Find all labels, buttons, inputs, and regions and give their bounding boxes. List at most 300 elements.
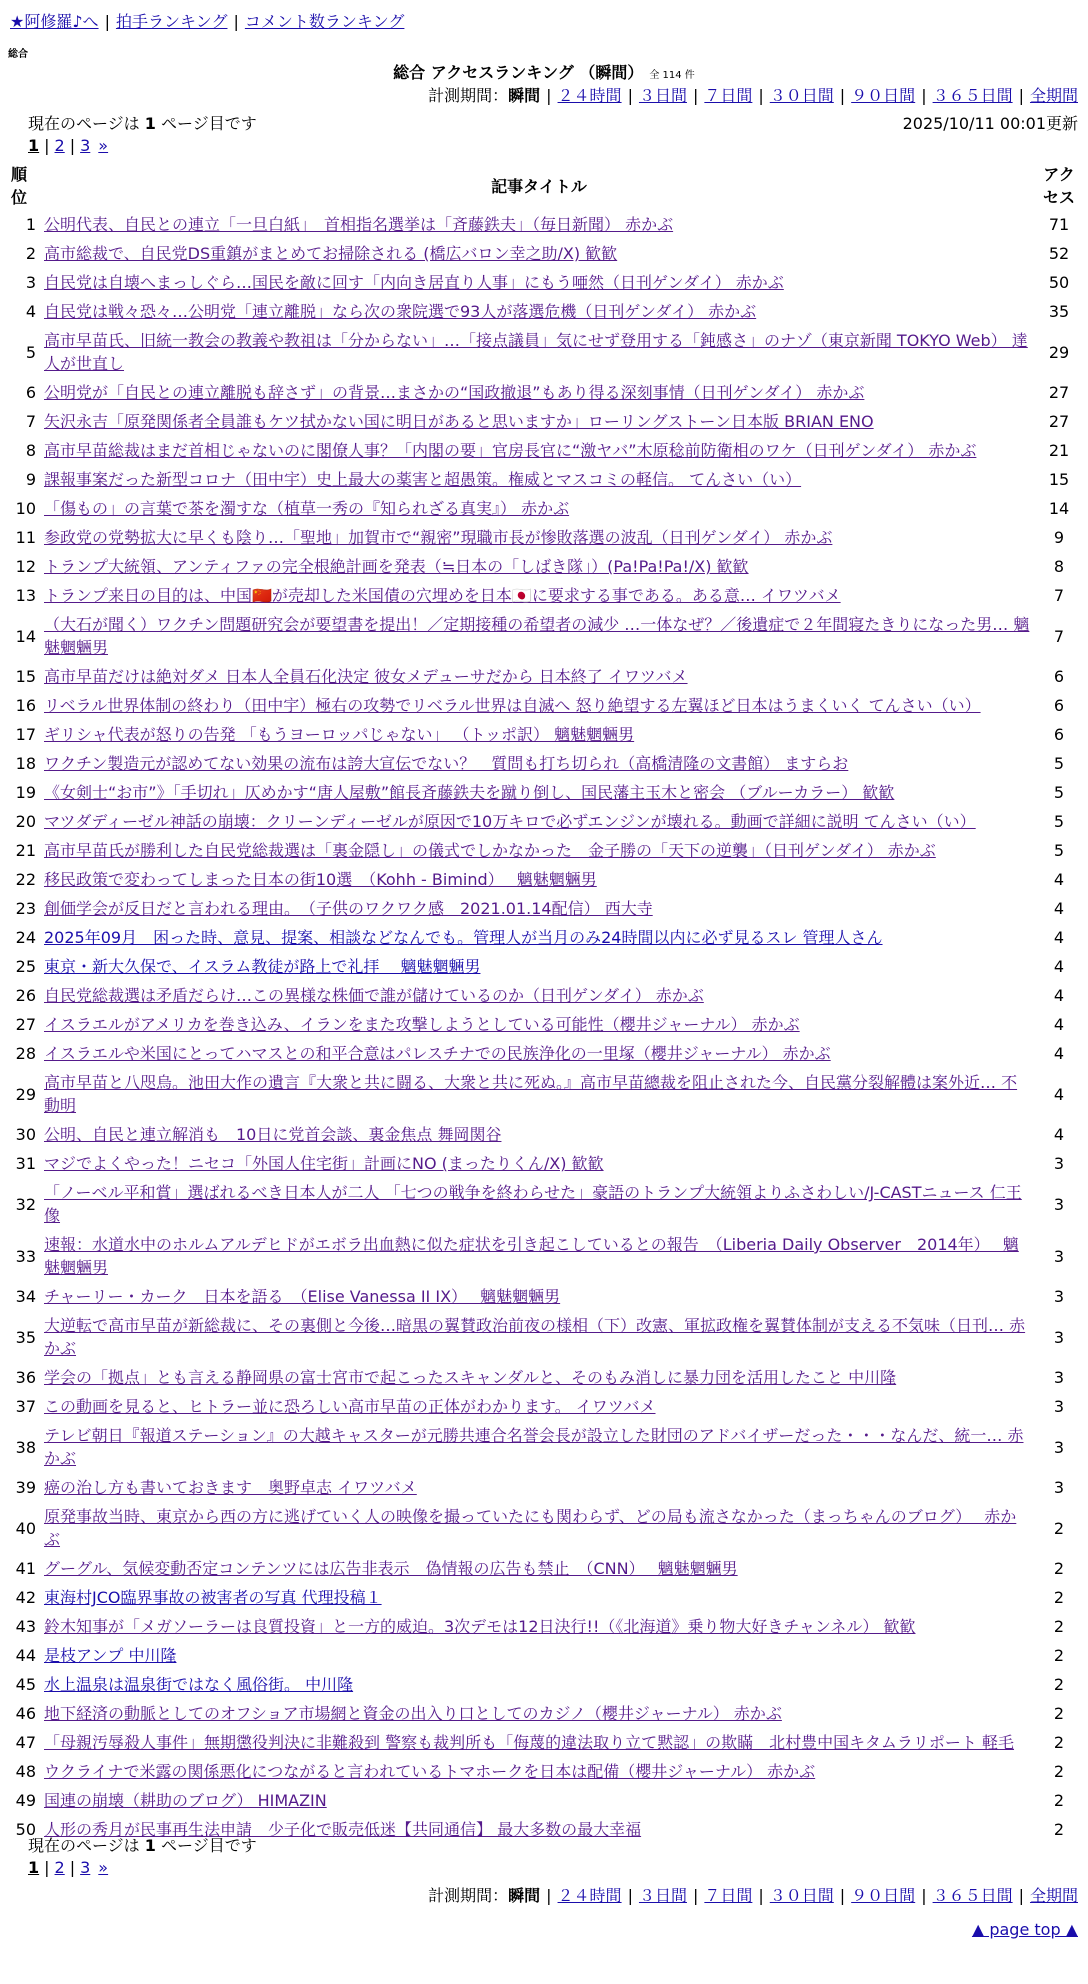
article-link[interactable]: 公明党が「自民との連立離脱も辞さず」の背景…まさかの“国政撤退”もあり得る深刻事情（日刊ゲンダイ） 赤かぶ: [44, 383, 865, 402]
rank-cell: 44: [15, 1646, 36, 1665]
table-row: [10, 1728, 1080, 1757]
access-count-cell: 35: [1048, 302, 1070, 321]
period-separator: |: [692, 1886, 699, 1905]
title-cell: [40, 378, 1038, 407]
access-count-cell: 15: [1048, 470, 1070, 489]
rank-cell: 9: [25, 470, 36, 489]
access-count-cell: 4: [1053, 928, 1065, 947]
title-cell: [40, 894, 1038, 923]
page-info-suffix: ページ目です: [155, 1836, 257, 1855]
rank-cell: 10: [15, 499, 36, 518]
article-link[interactable]: 矢沢永吉「原発関係者全員誰もケツ拭かない国に明日があると思いますか」ローリングストーン日本版 BRIAN ENO: [44, 412, 874, 431]
title-cell: [40, 952, 1038, 981]
title-cell: [40, 465, 1038, 494]
table-row: [10, 523, 1080, 552]
access-count-cell: 6: [1053, 725, 1065, 744]
table-row: [10, 1699, 1080, 1728]
title-cell: [40, 210, 1038, 239]
article-link[interactable]: 高市早苗だけは絶対ダメ 日本人全員石化決定 彼女メデューサだから 日本終了 イワツバメ: [44, 667, 688, 686]
table-row: [10, 836, 1080, 865]
period-separator: |: [627, 86, 633, 105]
rank-cell: 22: [15, 870, 36, 889]
title-cell: [40, 1178, 1038, 1230]
access-count-cell: 50: [1048, 273, 1070, 292]
access-count-cell: 4: [1053, 899, 1065, 918]
period-link[interactable]: ２４時間: [557, 1886, 622, 1905]
rank-cell: 47: [15, 1733, 36, 1752]
top-nav: [10, 10, 404, 34]
access-count-cell: 52: [1048, 244, 1070, 263]
access-count-cell: 3: [1053, 1437, 1065, 1457]
title-cell: [40, 1230, 1038, 1282]
article-link[interactable]: 地下経済の動脈としてのオフショア市場網と資金の出入り口としてのカジノ（櫻井ジャーナル） 赤かぶ: [44, 1704, 782, 1723]
rank-cell: 29: [15, 1084, 36, 1104]
title-cell: [40, 494, 1038, 523]
article-link[interactable]: トランプ来日の目的は、中国🇨🇳が売却した米国債の穴埋めを日本🇯🇵に要求する事である。ある意… イワツバメ: [44, 586, 841, 605]
page-info-prefix: 現在のページは: [28, 114, 145, 133]
pager-bottom: [28, 1857, 108, 1879]
table-row: [10, 923, 1080, 952]
page-top-wrap: [972, 1920, 1078, 1939]
article-link[interactable]: マジでよくやった！ニセコ「外国人住宅街」計画にNO (まったりくん/X) 歓歓: [44, 1154, 604, 1173]
access-count-cell: 5: [1053, 754, 1065, 773]
article-link[interactable]: リベラル世界体制の終わり（田中宇）極右の攻勢でリベラル世界は自滅へ 怒り絶望する左翼ほど日本はうまくいく てんさい（い）: [44, 696, 981, 715]
article-link[interactable]: イスラエルや米国にとってハマスとの和平合意はパレスチナでの民族浄化の一里塚（櫻井ジャーナル） 赤かぶ: [44, 1044, 831, 1063]
title-cell: [40, 1670, 1038, 1699]
article-link[interactable]: 《女剣士“お市”》「手切れ」仄めかす“唐人屋敷”館長斉藤鉄夫を蹴り倒し、国民藩主玉木と密会 （ブルーカラー） 歓歓: [44, 783, 895, 802]
access-count-cell: 2: [1053, 1646, 1065, 1665]
table-row: [10, 1612, 1080, 1641]
title-cell: [40, 1039, 1038, 1068]
access-count-cell: 4: [1053, 986, 1065, 1005]
article-link[interactable]: ワクチン製造元が認めてない効果の流布は誇大宣伝でない？ 質問も打ち切られ（高橋清隆の文書館） ますらお: [44, 754, 849, 773]
table-row: [10, 494, 1080, 523]
table-row: [10, 1120, 1080, 1149]
rank-cell: 23: [15, 899, 36, 918]
rank-cell: 21: [15, 841, 36, 860]
pager-separator: |: [69, 1858, 76, 1877]
rank-cell: 32: [15, 1194, 36, 1214]
article-link[interactable]: 創価学会が反日だと言われる理由。 （子供のワクワク感 2021.01.14配信） 西大寺: [44, 899, 653, 918]
period-link[interactable]: ３日間: [638, 1886, 687, 1905]
table-row: [10, 1010, 1080, 1039]
article-link[interactable]: 高市早苗氏が勝利した自民党総裁選は「裏金隠し」の儀式でしかなかった 金子勝の「天下の逆襲」（日刊ゲンダイ） 赤かぶ: [44, 841, 936, 860]
article-link[interactable]: トランプ大統領、アンティファの完全根絶計画を発表（≒日本の「しばき隊」）(Pa!Pa!Pa!/X) 歓歓: [44, 557, 749, 576]
table-row: [10, 865, 1080, 894]
access-count-cell: 2: [1053, 1704, 1065, 1723]
page-top-link[interactable]: ▲ page top ▲: [971, 1920, 1078, 1939]
rank-cell: 16: [15, 696, 36, 715]
table-row: [10, 297, 1080, 326]
table-row: [10, 1786, 1080, 1815]
article-link[interactable]: 課報事案だった新型コロナ（田中宇）史上最大の薬害と超愚策。権威とマスコミの軽信。 てんさい（い）: [44, 470, 802, 489]
rank-cell: 15: [15, 667, 36, 686]
table-row: [10, 981, 1080, 1010]
access-count-cell: 2: [1053, 1820, 1065, 1839]
title-cell: [40, 662, 1038, 691]
table-row: [10, 1392, 1080, 1421]
pager-link[interactable]: 2: [54, 1858, 65, 1877]
access-count-cell: 27: [1048, 412, 1070, 431]
article-link[interactable]: 参政党の党勢拡大に早くも陰り…「聖地」加賀市で“親密”現職市長が惨敗落選の波乱（日刊ゲンダイ） 赤かぶ: [44, 528, 833, 547]
period-label: 計測期間：: [428, 1886, 509, 1905]
access-count-cell: 5: [1053, 812, 1065, 831]
period-current: 瞬間: [508, 86, 541, 105]
period-separator: |: [1018, 86, 1024, 105]
rank-cell: 45: [15, 1675, 36, 1694]
table-row: [10, 210, 1080, 239]
title-cell: [40, 407, 1038, 436]
table-row: [10, 552, 1080, 581]
rank-cell: 30: [15, 1125, 36, 1144]
article-link[interactable]: 国連の崩壊（耕助のブログ） HIMAZIN: [44, 1791, 327, 1810]
rank-cell: 20: [15, 812, 36, 831]
title-cell: [40, 239, 1038, 268]
table-row: [10, 407, 1080, 436]
table-row: [10, 1282, 1080, 1311]
title-cell: [40, 807, 1038, 836]
period-separator: |: [839, 86, 846, 105]
rank-cell: 26: [15, 986, 36, 1005]
pager-next[interactable]: »: [98, 1858, 109, 1877]
rank-cell: 7: [25, 412, 36, 431]
period-link[interactable]: 全期間: [1029, 1886, 1078, 1905]
access-count-cell: 4: [1053, 1015, 1065, 1034]
page-info-number: 1: [144, 114, 156, 133]
table-row: [10, 1583, 1080, 1612]
period-link[interactable]: ７日間: [704, 1886, 753, 1905]
category-label: 総合: [8, 49, 28, 60]
article-link[interactable]: 高市総裁で、自民党DS重鎮がまとめてお掃除される (橋広バロン幸之助/X) 歓歓: [44, 244, 618, 263]
table-row: [10, 778, 1080, 807]
pager-separator: |: [44, 136, 50, 155]
table-row: [10, 1554, 1080, 1583]
rank-cell: 49: [15, 1791, 36, 1810]
article-link[interactable]: 自民党は戦々恐々…公明党「連立離脱」なら次の衆院選で93人が落選危機（日刊ゲンダイ） 赤かぶ: [44, 302, 757, 321]
rank-cell: 42: [15, 1588, 36, 1607]
rank-cell: 19: [15, 783, 36, 802]
period-separator: |: [758, 1886, 764, 1905]
article-link[interactable]: 「ノーベル平和賞」選ばれるべき日本人が二人 「七つの戦争を終わらせた」豪語のトランプ大統領よりふさわしい/J-CASTニュース 仁王像: [44, 1183, 1022, 1225]
rank-cell: 48: [15, 1762, 36, 1781]
title-cell: [40, 1502, 1038, 1554]
table-row: [10, 1421, 1080, 1473]
title-cell: [40, 720, 1038, 749]
access-count-cell: 27: [1048, 383, 1070, 402]
article-link[interactable]: 大逆転で高市早苗が新総裁に、その裏側と今後…暗黒の翼賛政治前夜の様相（下）改憲、軍拡政権を翼賛体制が支える不気味（日刊… 赤かぶ: [44, 1316, 1026, 1358]
article-link[interactable]: 「傷もの」の言葉で茶を濁すな（植草一秀の『知られざる真実』） 赤かぶ: [44, 499, 570, 518]
title-cell: [40, 1583, 1038, 1612]
article-link[interactable]: 高市早苗総裁はまだ首相じゃないのに閣僚人事？「内閣の要」官房長官に“激ヤバ”木原稔前防衛相のワケ（日刊ゲンダイ） 赤かぶ: [44, 441, 977, 460]
access-count-cell: 71: [1048, 215, 1070, 234]
table-row: [10, 1149, 1080, 1178]
applause-ranking-link[interactable]: 拍手ランキング: [115, 12, 228, 31]
period-link[interactable]: 全期間: [1029, 86, 1078, 105]
title-cell: [40, 1554, 1038, 1583]
rank-cell: 35: [15, 1327, 36, 1347]
access-count-cell: 2: [1053, 1675, 1065, 1694]
article-link[interactable]: 公明代表、自民との連立「一旦白紙」 首相指名選挙は「斉藤鉄夫」（毎日新聞） 赤かぶ: [44, 215, 674, 234]
table-row: [10, 268, 1080, 297]
period-link[interactable]: ３６５日間: [932, 86, 1013, 105]
article-link[interactable]: 癌の治し方も書いておきます 奥野卓志 イワツバメ: [44, 1478, 417, 1497]
access-count-cell: 2: [1053, 1588, 1065, 1607]
access-count-cell: 2: [1053, 1791, 1065, 1810]
rank-cell: 24: [15, 928, 36, 947]
title-cell: [40, 1757, 1038, 1786]
title-cell: [40, 865, 1038, 894]
rank-cell: 3: [25, 273, 36, 292]
article-link[interactable]: 自民党総裁選は矛盾だらけ…この異様な株価で誰が儲けているのか（日刊ゲンダイ） 赤かぶ: [44, 986, 704, 1005]
title-cell: [40, 552, 1038, 581]
access-count-cell: 2: [1053, 1733, 1065, 1752]
access-count-cell: 4: [1053, 1084, 1065, 1104]
title-cell: [40, 1363, 1038, 1392]
pager-next[interactable]: »: [98, 136, 109, 155]
article-link[interactable]: 東京・新大久保で、イスラム教徒が路上で礼拝 魑魅魍魎男: [44, 957, 481, 976]
article-link[interactable]: 学会の「拠点」とも言える静岡県の富士宮市で起こったスキャンダルと、そのもみ消しに暴力団を活用したこと 中川隆: [44, 1368, 897, 1387]
article-link[interactable]: マツダディーゼル神話の崩壊：クリーンディーゼルが原因で10万キロで必ずエンジンが壊れる。動画で詳細に説明 てんさい（い）: [44, 812, 976, 831]
title-cell: [40, 1612, 1038, 1641]
article-link[interactable]: 高市早苗と八咫烏。池田大作の遺言『大衆と共に闘る、大衆と共に死ぬ。』高市早苗總裁を阻止された今、自民黨分裂解體は案外近… 不動明: [44, 1073, 1018, 1115]
article-link[interactable]: テレビ朝日『報道ステーション』の大越キャスターが元勝共連合名誉会長が設立した財団のアドバイザーだった・・・なんだ、統一… 赤かぶ: [44, 1426, 1024, 1468]
table-row: [10, 1039, 1080, 1068]
rank-cell: 39: [15, 1478, 36, 1497]
title-cell: [40, 1149, 1038, 1178]
table-row: [10, 807, 1080, 836]
period-link[interactable]: ３０日間: [769, 1886, 834, 1905]
period-selector-top: [428, 85, 1078, 107]
article-link[interactable]: 速報：水道水中のホルムアルデヒドがエボラ出血熱に似た症状を引き起こしているとの報告 （Liberia Daily Observer 2014年） 魑魅魍魎男: [44, 1235, 1019, 1277]
period-separator: |: [839, 1886, 846, 1905]
rank-cell: 46: [15, 1704, 36, 1723]
access-header: アクセス: [1043, 165, 1076, 207]
period-selector-bottom: [428, 1885, 1078, 1907]
table-row: [10, 610, 1080, 662]
article-link[interactable]: 水上温泉は温泉街ではなく風俗街。 中川隆: [44, 1675, 354, 1694]
period-link[interactable]: ９０日間: [851, 1886, 916, 1905]
table-row: [10, 326, 1080, 378]
access-count-cell: 4: [1053, 957, 1065, 976]
title-cell: [40, 268, 1038, 297]
rank-cell: 50: [15, 1820, 36, 1839]
article-link[interactable]: グーグル、気候変動否定コンテンツには広告非表示 偽情報の広告も禁止 （CNN） 魑魅魍魎男: [44, 1559, 738, 1578]
period-current: 瞬間: [508, 1886, 541, 1905]
current-page-info-bottom: [28, 1835, 257, 1857]
pager-link[interactable]: 3: [80, 136, 91, 155]
access-count-cell: 2: [1053, 1559, 1065, 1578]
rank-cell: 4: [25, 302, 36, 321]
title-cell: [40, 778, 1038, 807]
title-cell: [40, 581, 1038, 610]
rank-cell: 14: [15, 626, 36, 646]
article-link[interactable]: 東海村JCO臨界事故の被害者の写真 代理投稿１: [44, 1588, 382, 1607]
article-link[interactable]: 「母親汚辱殺人事件」無期懲役判決に非難殺到 警察も裁判所も「侮蔑的違法取り立て黙認」の欺瞞 北村豊中国キタムラリポート 軽毛: [44, 1733, 1015, 1752]
table-row: [10, 581, 1080, 610]
rank-cell: 31: [15, 1154, 36, 1173]
period-separator: |: [1018, 1886, 1024, 1905]
period-separator: |: [758, 86, 764, 105]
title-cell: [40, 326, 1038, 378]
title-cell: [40, 836, 1038, 865]
title-cell: [40, 1010, 1038, 1039]
access-count-cell: 7: [1053, 586, 1065, 605]
table-row: [10, 1363, 1080, 1392]
access-count-cell: 6: [1053, 696, 1065, 715]
access-count-cell: 2: [1053, 1518, 1065, 1538]
pager-separator: |: [69, 136, 76, 155]
access-count-cell: 5: [1053, 783, 1065, 802]
period-link[interactable]: ３日間: [638, 86, 687, 105]
title-cell: [40, 1392, 1038, 1421]
rank-cell: 5: [25, 342, 36, 362]
rank-cell: 41: [15, 1559, 36, 1578]
title-cell: [40, 1120, 1038, 1149]
title-cell: [40, 1068, 1038, 1120]
comment-ranking-link[interactable]: コメント数ランキング: [244, 12, 405, 31]
article-link[interactable]: ギリシャ代表が怒りの告発 「もうヨーロッパじゃない」 （トッポ訳） 魑魅魍魎男: [44, 725, 635, 744]
article-link[interactable]: 移民政策で変わってしまった日本の街10選 （Kohh - Bimind） 魑魅魍魎男: [44, 870, 597, 889]
article-link[interactable]: ウクライナで米露の関係悪化につながると言われているトマホークを日本は配備（櫻井ジャーナル） 赤かぶ: [44, 1762, 816, 1781]
pager-current: 1: [28, 1858, 40, 1877]
table-row: [10, 1178, 1080, 1230]
pager-top: [28, 135, 108, 157]
table-row: [10, 1757, 1080, 1786]
table-row: [10, 952, 1080, 981]
title-cell: [40, 523, 1038, 552]
current-page-info: [28, 113, 257, 135]
access-count-cell: 3: [1053, 1397, 1065, 1416]
period-link[interactable]: ３６５日間: [932, 1886, 1013, 1905]
period-link[interactable]: ３０日間: [769, 86, 834, 105]
rank-cell: 13: [15, 586, 36, 605]
rank-cell: 25: [15, 957, 36, 976]
title-cell: [40, 981, 1038, 1010]
title-cell: [40, 297, 1038, 326]
title-cell: [40, 691, 1038, 720]
access-count-cell: 29: [1048, 342, 1070, 362]
title-header: 記事タイトル: [491, 176, 587, 196]
rank-cell: 18: [15, 754, 36, 773]
rank-cell: 6: [25, 383, 36, 402]
period-separator: |: [921, 1886, 927, 1905]
access-count-cell: 6: [1053, 667, 1065, 686]
pager-link[interactable]: 2: [54, 136, 65, 155]
period-link[interactable]: ２４時間: [557, 86, 622, 105]
article-link[interactable]: 公明、自民と連立解消も 10日に党首会談、裏金焦点 舞岡関谷: [44, 1125, 502, 1144]
access-count-cell: 7: [1053, 626, 1065, 646]
period-link[interactable]: ７日間: [704, 86, 753, 105]
table-row: [10, 239, 1080, 268]
title-cell: [40, 1728, 1038, 1757]
table-row: [10, 378, 1080, 407]
back-to-asyura-link[interactable]: ★阿修羅♪へ: [10, 12, 99, 31]
table-row: [10, 691, 1080, 720]
table-row: [10, 720, 1080, 749]
access-count-cell: 8: [1053, 557, 1065, 576]
title-cell: [40, 1641, 1038, 1670]
access-count-cell: 4: [1053, 1044, 1065, 1063]
access-count-cell: 4: [1053, 1125, 1065, 1144]
article-link[interactable]: 2025年09月 困った時、意見、提案、相談などなんでも。管理人が当月のみ24時間以内に必ず見るスレ 管理人さん: [44, 928, 883, 947]
title-cell: [40, 1473, 1038, 1502]
rank-cell: 11: [15, 528, 36, 547]
ranking-table: [10, 162, 1080, 1844]
nav-separator: |: [104, 12, 110, 31]
updated-timestamp: 2025/10/11 00:01更新: [902, 114, 1078, 133]
title-cell: [40, 1421, 1038, 1473]
rank-cell: 33: [15, 1246, 36, 1266]
article-link[interactable]: チャーリー・カーク 日本を語る （Elise Vanessa II IX） 魑魅魍魎男: [44, 1287, 561, 1306]
rank-cell: 1: [25, 215, 36, 234]
page-info-prefix: 現在のページは: [28, 1836, 145, 1855]
ranking-title: 総合 アクセスランキング （瞬間）: [393, 63, 644, 82]
access-count-cell: 3: [1053, 1154, 1065, 1173]
article-link[interactable]: 原発事故当時、東京から西の方に逃げていく人の映像を撮っていたにも関わらず、どの局も流さなかった（まっちゃんのブログ） 赤かぶ: [44, 1507, 1017, 1549]
period-label: 計測期間：: [428, 86, 509, 105]
access-count-cell: 3: [1053, 1327, 1065, 1347]
table-row: [10, 436, 1080, 465]
table-row: [10, 1068, 1080, 1120]
article-link[interactable]: （大石が聞く）ワクチン問題研究会が要望書を提出！／定期接種の希望者の減少 …一体なぜ？／後遺症で２年間寝たきりになった男… 魑魅魍魎男: [44, 615, 1030, 657]
article-link[interactable]: 鈴木知事が「メガソーラーは良質投資」と一方的威迫。3次デモは12日決行!!（《北海道》乗り物大好きチャンネル） 歓歓: [44, 1617, 916, 1636]
access-count-cell: 3: [1053, 1246, 1065, 1266]
rank-header: 順位: [11, 165, 28, 207]
article-link[interactable]: この動画を見ると、ヒトラー並に恐ろしい高市早苗の正体がわかります。 イワツバメ: [44, 1397, 656, 1416]
title-cell: [40, 436, 1038, 465]
title-cell: [40, 610, 1038, 662]
table-row: [10, 1230, 1080, 1282]
pager-current: 1: [28, 136, 40, 155]
pager-link[interactable]: 3: [80, 1858, 91, 1877]
rank-cell: 27: [15, 1015, 36, 1034]
access-count-cell: 21: [1048, 441, 1070, 460]
title-cell: [40, 1282, 1038, 1311]
rank-cell: 36: [15, 1368, 36, 1387]
title-cell: [40, 749, 1038, 778]
period-link[interactable]: ９０日間: [851, 86, 916, 105]
article-link[interactable]: 高市早苗氏、旧統一教会の教義や教祖は「分からない」…「接点議員」気にせず登用する「鈍感さ」のナゾ（東京新聞 TOKYO Web） 達人が世直し: [44, 331, 1028, 373]
table-row: [10, 662, 1080, 691]
rank-cell: 8: [25, 441, 36, 460]
page-title: [0, 62, 1088, 87]
table-row: [10, 749, 1080, 778]
period-separator: |: [921, 86, 927, 105]
page-info-suffix: ページ目です: [155, 114, 257, 133]
article-link[interactable]: 自民党は自壊へまっしぐら…国民を敵に回す「内向き居直り人事」にもう唖然（日刊ゲンダイ） 赤かぶ: [44, 273, 784, 292]
rank-cell: 2: [25, 244, 36, 263]
title-cell: [40, 1786, 1038, 1815]
article-link[interactable]: 人形の秀月が民事再生法申請 少子化で販売低迷【共同通信】 最大多数の最大幸福: [44, 1820, 642, 1839]
period-separator: |: [546, 1886, 552, 1905]
table-row: [10, 1311, 1080, 1363]
article-link[interactable]: イスラエルがアメリカを巻き込み、イランをまた攻撃しようとしている可能性（櫻井ジャーナル） 赤かぶ: [44, 1015, 800, 1034]
access-count-cell: 4: [1053, 870, 1065, 889]
access-count-cell: 3: [1053, 1194, 1065, 1214]
period-separator: |: [692, 86, 699, 105]
access-count-cell: 3: [1053, 1478, 1065, 1497]
rank-cell: 37: [15, 1397, 36, 1416]
total-count: 全 114 件: [649, 70, 695, 81]
table-row: [10, 1670, 1080, 1699]
access-count-cell: 5: [1053, 841, 1065, 860]
article-link[interactable]: 是枝アンプ 中川隆: [44, 1646, 177, 1665]
table-row: [10, 1641, 1080, 1670]
access-count-cell: 3: [1053, 1368, 1065, 1387]
page-info-number: 1: [144, 1836, 156, 1855]
access-count-cell: 2: [1053, 1762, 1065, 1781]
title-cell: [40, 1311, 1038, 1363]
